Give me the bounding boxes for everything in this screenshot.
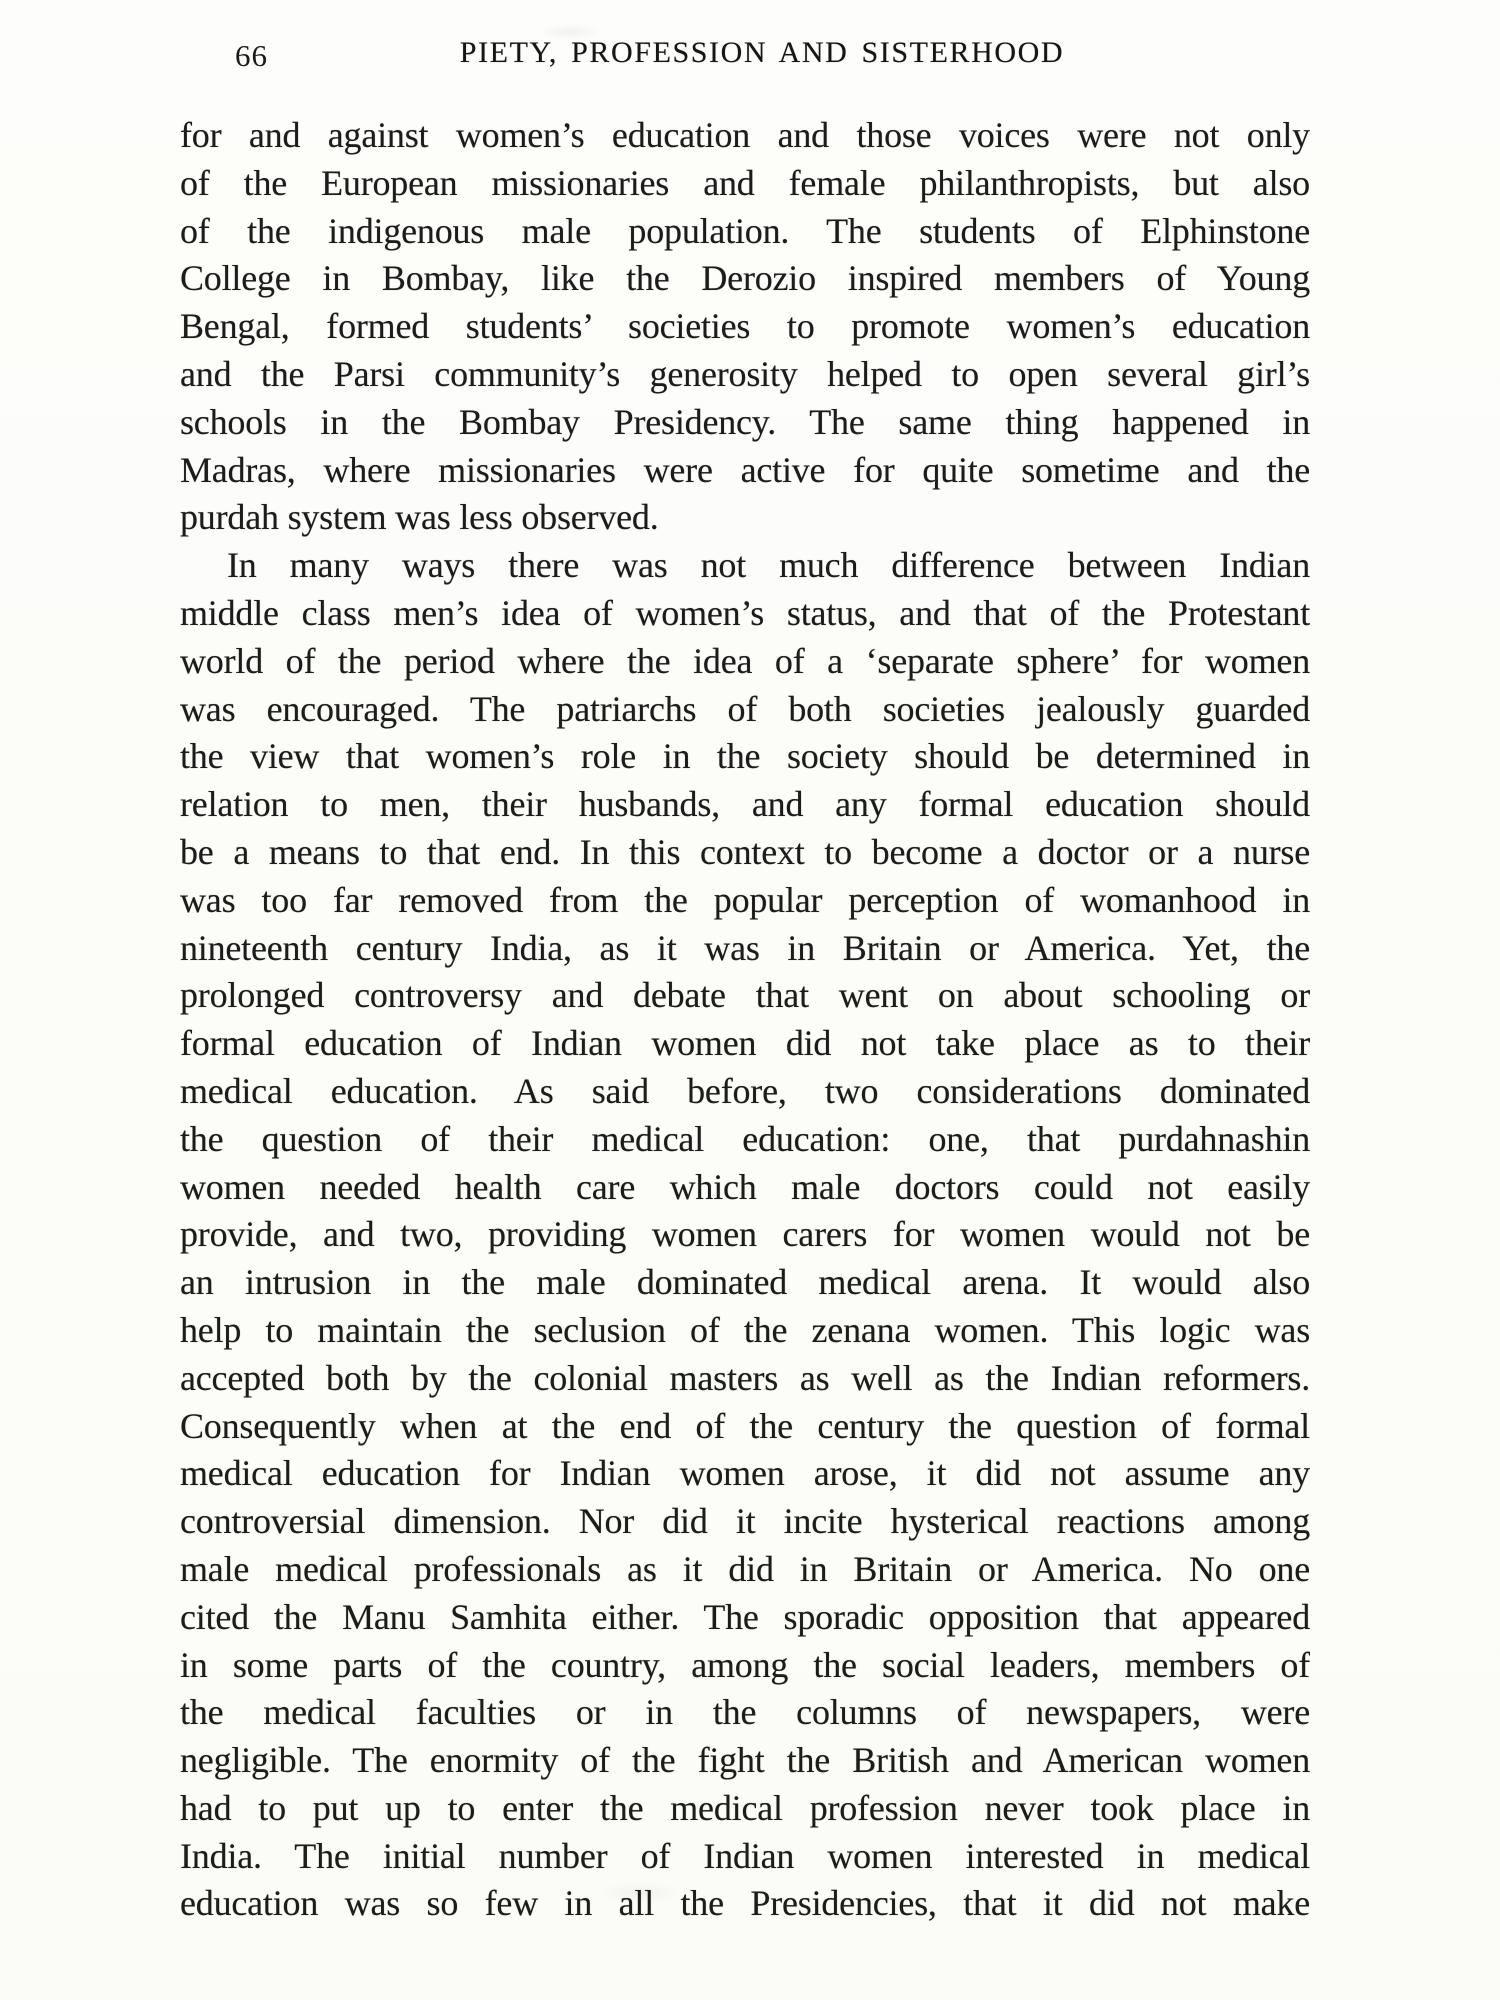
text-line: medical education. As said before, two considerations dominated — [180, 1070, 1310, 1111]
text-line: nineteenth century India, as it was in Britain or America. Yet, the — [180, 927, 1310, 968]
text-line: education was so few in all the Presidencies, that it did not make — [180, 1883, 1310, 1924]
text-line: accepted both by the colonial masters as well as the Indian reformers. — [180, 1357, 1310, 1398]
text-line: the question of their medical education: one, that purdahnashin — [180, 1118, 1310, 1159]
text-line: cited the Manu Samhita either. The sporadic opposition that appeared — [180, 1596, 1310, 1637]
text-line: negligible. The enormity of the fight the British and American women — [180, 1740, 1310, 1781]
text-line: the view that women’s role in the society should be determined in — [180, 736, 1310, 777]
page-header — [180, 36, 1310, 76]
text-line: In many ways there was not much difference between Indian — [227, 545, 1310, 586]
text-line: the medical faculties or in the columns of newspapers, were — [180, 1692, 1310, 1733]
text-line: College in Bombay, like the Derozio inspired members of Young — [180, 258, 1310, 299]
text-line: and the Parsi community’s generosity helped to open several girl’s — [180, 353, 1310, 394]
text-line: provide, and two, providing women carers for women would not be — [180, 1214, 1310, 1255]
text-line: medical education for Indian women arose, it did not assume any — [180, 1453, 1310, 1494]
text-line: for and against women’s education and those voices were not only — [180, 115, 1310, 155]
text-line: was encouraged. The patriarchs of both societies jealously guarded — [180, 688, 1310, 729]
text-line: purdah system was less observed. — [180, 497, 659, 538]
text-line: world of the period where the idea of a ‘separate sphere’ for women — [180, 640, 1310, 681]
text-line: controversial dimension. Nor did it incite hysterical reactions among — [180, 1501, 1310, 1542]
text-line: India. The initial number of Indian women interested in medical — [180, 1835, 1310, 1876]
text-line: was too far removed from the popular perception of womanhood in — [180, 879, 1310, 920]
text-line: schools in the Bombay Presidency. The same thing happened in — [180, 401, 1310, 442]
text-line: help to maintain the seclusion of the zenana women. This logic was — [180, 1309, 1310, 1350]
text-line: an intrusion in the male dominated medical arena. It would also — [180, 1262, 1310, 1303]
text-line: formal education of Indian women did not take place as to their — [180, 1023, 1310, 1064]
text-line: prolonged controversy and debate that went on about schooling or — [180, 975, 1310, 1016]
text-line: of the indigenous male population. The students of Elphinstone — [180, 210, 1310, 251]
text-line: had to put up to enter the medical profession never took place in — [180, 1787, 1310, 1828]
page-number: 66 — [235, 38, 268, 73]
page-body — [180, 112, 1310, 1928]
text-line: be a means to that end. In this context to become a doctor or a nurse — [180, 831, 1310, 872]
text-line: Consequently when at the end of the century the question of formal — [180, 1405, 1310, 1446]
text-line: relation to men, their husbands, and any formal education should — [180, 784, 1310, 825]
text-line: in some parts of the country, among the social leaders, members of — [180, 1644, 1310, 1685]
text-line: women needed health care which male doctors could not easily — [180, 1166, 1310, 1207]
running-head: PIETY, PROFESSION AND SISTERHOOD — [459, 36, 1065, 69]
text-line: male medical professionals as it did in Britain or America. No one — [180, 1548, 1310, 1589]
text-line: of the European missionaries and female philanthropists, but also — [180, 162, 1310, 203]
text-line: Madras, where missionaries were active for quite sometime and the — [180, 449, 1310, 490]
text-line: Bengal, formed students’ societies to promote women’s education — [180, 306, 1310, 347]
text-line: middle class men’s idea of women’s status, and that of the Protestant — [180, 592, 1310, 633]
